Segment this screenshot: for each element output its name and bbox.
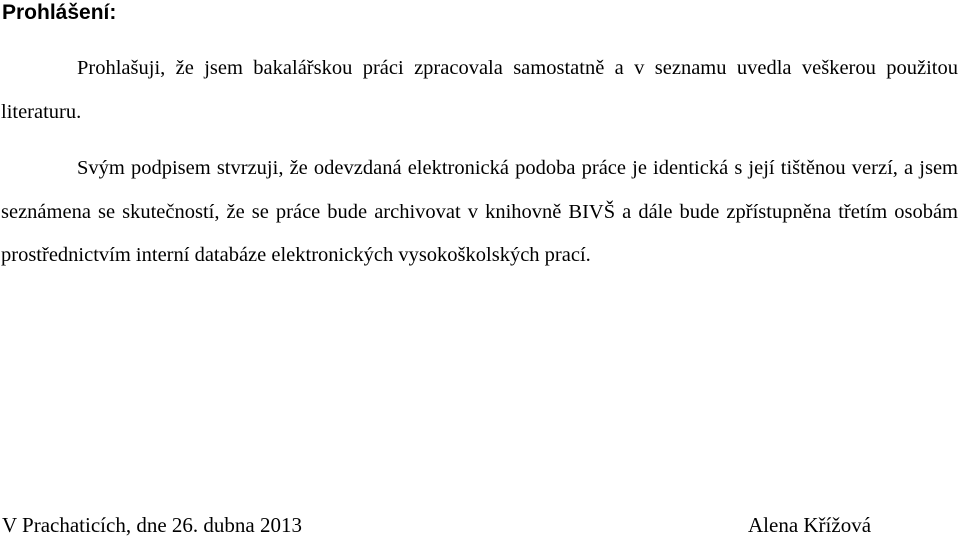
declaration-paragraph-originality: Prohlašuji, že jsem bakalářskou práci zpracovala samostatně a v seznamu uvedla veškerou použitou literaturu.	[1, 57, 958, 123]
declaration-paragraph-archiving: Svým podpisem stvrzuji, že odevzdaná elektronická podoba práce je identická s její tištěnou verzí, a jsem seznámena se skutečností, že se práce bude archivovat v knihovně BIVŠ a dále bude zpřístupněna třetím osobám prostřednictvím interní databáze elektronických vysokoškolských prací.	[1, 157, 958, 266]
declaration-heading: Prohlášení:	[2, 1, 117, 24]
author-name: Alena Křížová	[748, 513, 872, 537]
place-and-date: V Prachaticích, dne 26. dubna 2013	[2, 513, 302, 537]
